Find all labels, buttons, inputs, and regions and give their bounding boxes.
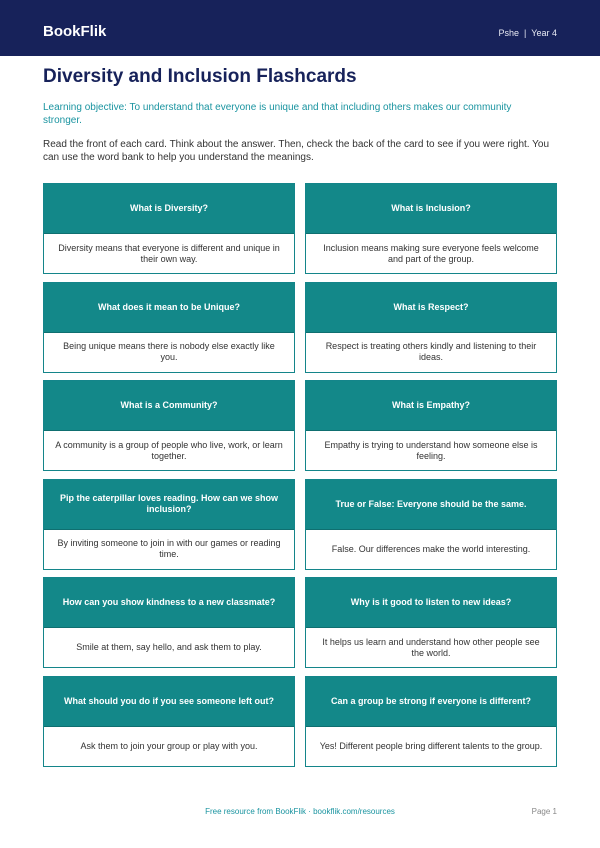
instructions: Read the front of each card. Think about the answer. Then, check the back of the card to see if you were right. You can use the word bank to help you understand the meanings. (43, 139, 550, 163)
card-back: Diversity means that everyone is different and unique in their own way. (44, 234, 294, 273)
brand-logo[interactable]: BookFlik (43, 23, 107, 40)
card-front: Can a group be strong if everyone is different? (306, 677, 556, 727)
learning-objective: Learning objective: To understand that everyone is unique and that including others makes our community stronger. (43, 102, 512, 126)
year-label: Year 4 (531, 28, 557, 38)
flashcard[interactable] (305, 282, 557, 373)
card-back: It helps us learn and understand how other people see the world. (306, 628, 556, 667)
footer-link[interactable]: Free resource from BookFlik · bookflik.com/resources (205, 807, 395, 816)
card-front: Why is it good to listen to new ideas? (306, 578, 556, 628)
card-back: By inviting someone to join in with our games or reading time. (44, 530, 294, 569)
card-front: What is Inclusion? (306, 184, 556, 234)
card-front: What is Respect? (306, 283, 556, 333)
card-back: Ask them to join your group or play with you. (44, 727, 294, 766)
flashcard[interactable] (43, 577, 295, 668)
subject-label: Pshe (498, 28, 519, 38)
card-back: False. Our differences make the world interesting. (306, 530, 556, 569)
page-title: Diversity and Inclusion Flashcards (43, 66, 357, 87)
card-back: Empathy is trying to understand how someone else is feeling. (306, 431, 556, 470)
card-front: What is a Community? (44, 381, 294, 431)
card-back: Being unique means there is nobody else exactly like you. (44, 333, 294, 372)
flashcard[interactable] (305, 479, 557, 570)
header-bar (0, 0, 600, 56)
flashcard[interactable] (305, 183, 557, 274)
flashcard[interactable] (43, 676, 295, 767)
card-front: What is Empathy? (306, 381, 556, 431)
card-back: Respect is treating others kindly and listening to their ideas. (306, 333, 556, 372)
flashcard[interactable] (43, 282, 295, 373)
flashcard[interactable] (305, 676, 557, 767)
page-number: Page 1 (531, 807, 557, 816)
card-back: Smile at them, say hello, and ask them to play. (44, 628, 294, 667)
meta-separator: | (523, 28, 527, 38)
flashcard-grid (43, 183, 557, 767)
flashcard[interactable] (43, 380, 295, 471)
card-back: Yes! Different people bring different talents to the group. (306, 727, 556, 766)
flashcard[interactable] (43, 183, 295, 274)
card-front: True or False: Everyone should be the same. (306, 480, 556, 530)
card-front: How can you show kindness to a new classmate? (44, 578, 294, 628)
card-front: What does it mean to be Unique? (44, 283, 294, 333)
card-front: What is Diversity? (44, 184, 294, 234)
card-back: A community is a group of people who live, work, or learn together. (44, 431, 294, 470)
flashcard[interactable] (305, 380, 557, 471)
card-back: Inclusion means making sure everyone feels welcome and part of the group. (306, 234, 556, 273)
card-front: What should you do if you see someone left out? (44, 677, 294, 727)
flashcard[interactable] (43, 479, 295, 570)
card-front: Pip the caterpillar loves reading. How can we show inclusion? (44, 480, 294, 530)
flashcard[interactable] (305, 577, 557, 668)
header-meta (498, 27, 557, 39)
